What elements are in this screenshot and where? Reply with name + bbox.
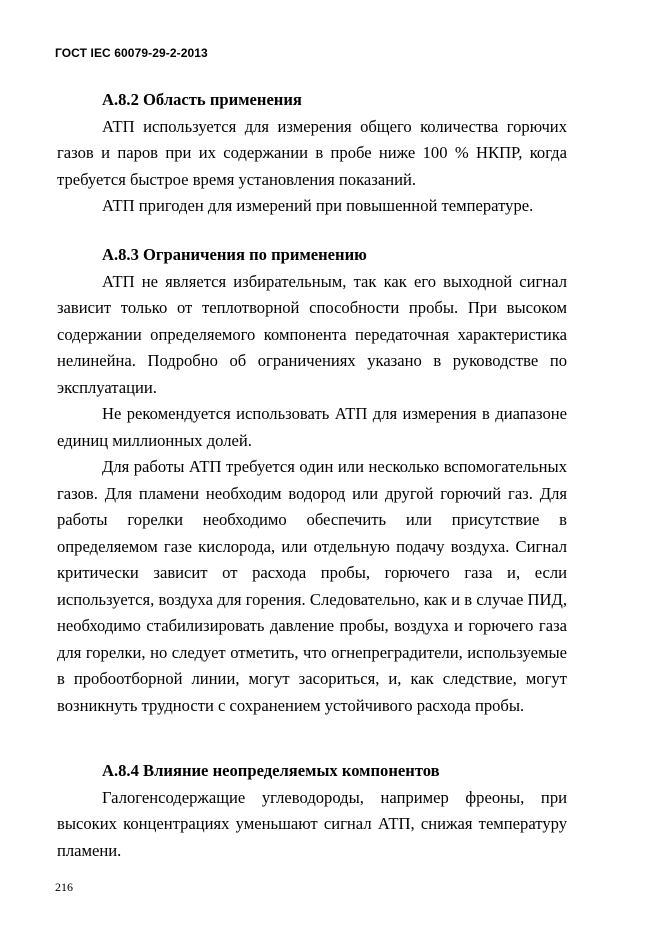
page-number: 216 xyxy=(55,880,73,894)
paragraph: Для работы АТП требуется один или несколько вспомогательных газов. Для пламени необходим водород или другой горючий газ. Для работы горелки необходимо обеспечить или присутствие в определяемом газе кислорода, или отдельную подачу воздуха. Сигнал критически зависит от расхода пробы, горючего газа и, если используется, воздуха для горения. Следовательно, как и в случае ПИД, необходимо стабилизировать давление пробы, воздуха и горючего газа для горелки, но следует отметить, что огнепреградители, используемые в пробоотборной линии, могут засориться, и, как следствие, могут возникнуть трудности с сохранением устойчивого расхода пробы. xyxy=(57,457,567,715)
paragraph: Галогенсодержащие углеводороды, например фреоны, при высоких концентрациях уменьшают сигнал АТП, снижая температуру пламени. xyxy=(57,787,567,860)
section-application-area xyxy=(57,87,567,220)
paragraph: Не рекомендуется использовать АТП для измерения в диапазоне единиц миллионных долей. xyxy=(57,404,567,450)
paragraph: АТП не является избирательным, так как его выходной сигнал зависит только от теплотворной способности пробы. При высоком содержании определяемого компонента передаточная характеристика нелинейна. Подробно об ограничениях указано в руководстве по эксплуатации. xyxy=(57,271,567,397)
section-limitations xyxy=(57,242,567,719)
section-interferences xyxy=(57,758,567,864)
paragraph: АТП пригоден для измерений при повышенной температуре. xyxy=(102,196,534,215)
section-heading: А.8.4 Влияние неопределяемых компонентов xyxy=(102,761,440,780)
section-heading: А.8.2 Область применения xyxy=(102,90,302,109)
paragraph: АТП используется для измерения общего количества горючих газов и паров при их содержании в пробе ниже 100 % НКПР, когда требуется быстрое время установления показаний. xyxy=(57,116,567,189)
section-heading: А.8.3 Ограничения по применению xyxy=(102,245,367,264)
standard-header: ГОСТ IEC 60079-29-2-2013 xyxy=(55,46,208,60)
